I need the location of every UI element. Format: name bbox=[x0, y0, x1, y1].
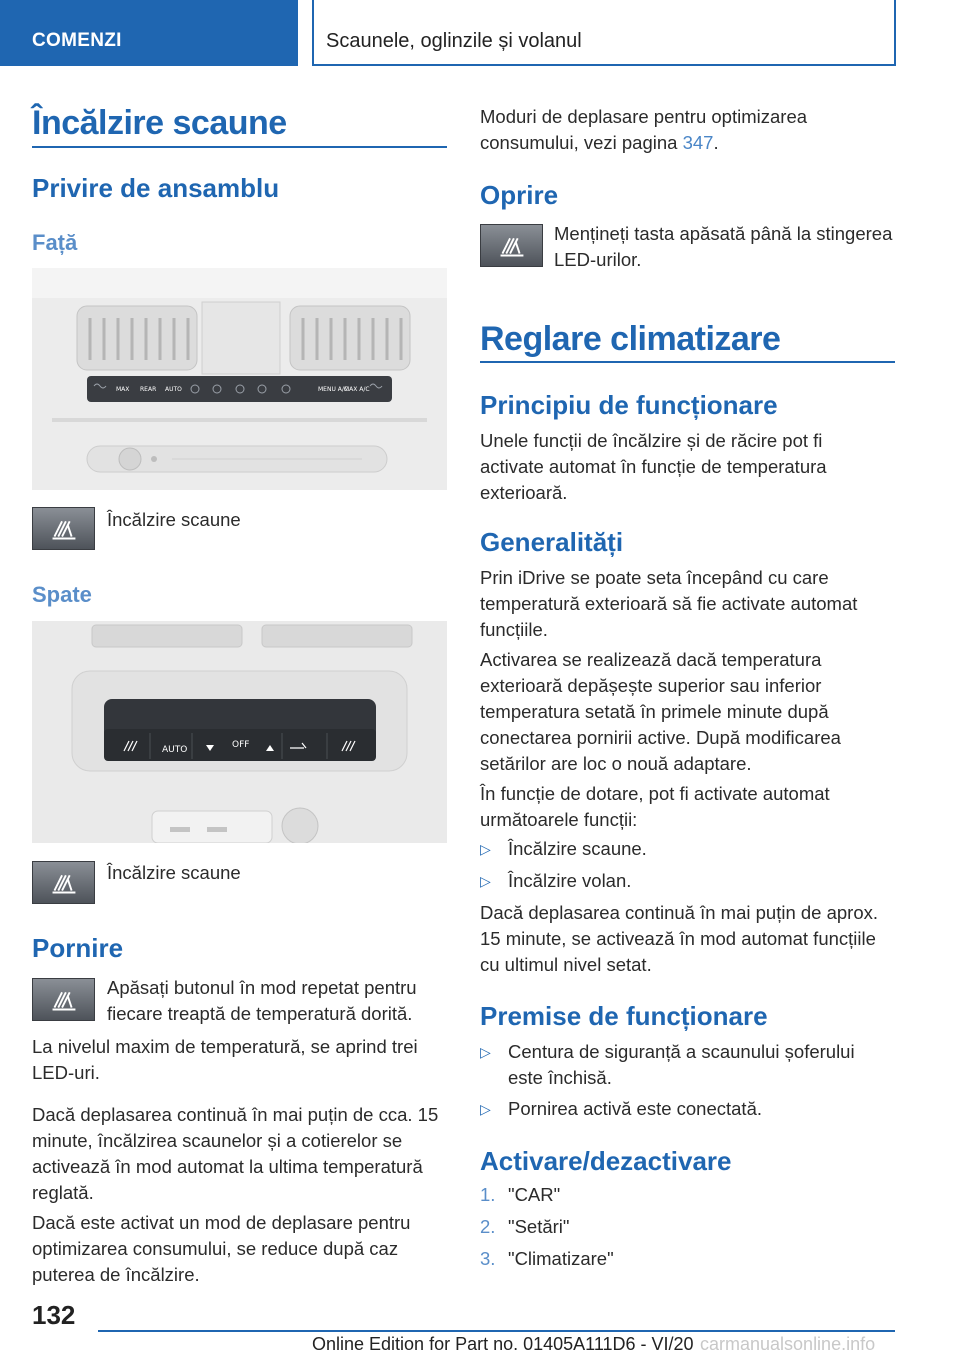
left-air-vent bbox=[77, 306, 197, 370]
page-header bbox=[0, 0, 960, 66]
front-label-maxac: MAX A/C bbox=[344, 386, 370, 393]
climate-title-rule bbox=[480, 361, 895, 363]
general-paragraph-4: Dacă deplasarea continuă în mai puțin de aprox. 15 minute, se activează în mod automat funcțiile cu ultimul nivel setat. bbox=[480, 902, 879, 975]
seat-heating-icon bbox=[32, 507, 95, 550]
overview-heading: Privire de ansamblu bbox=[32, 173, 280, 203]
start-heading: Pornire bbox=[32, 933, 124, 963]
front-label-rear: REAR bbox=[140, 386, 157, 393]
general-paragraph-2: Activarea se realizează dacă temperatura exterioară depășește superior sau inferior temperatura setată în primele minute după conectarea pornirii active. După modificarea setărilor are loc o nouă adaptare. bbox=[480, 649, 841, 774]
rear-label-auto: AUTO bbox=[162, 745, 188, 755]
general-paragraph-1: Prin iDrive se poate seta începând cu care temperatură exterioară să fie activate automat funcțiile. bbox=[480, 567, 858, 640]
left-paragraph-3: Dacă este activat un mod de deplasare pentru optimizarea consumului, se reduce după caz puterea de încălzire. bbox=[32, 1212, 411, 1285]
front-heading: Față bbox=[32, 230, 78, 255]
front-label-max: MAX bbox=[116, 386, 130, 393]
page-link-347[interactable]: 347 bbox=[682, 132, 714, 153]
section-title: Încălzire scaune bbox=[32, 104, 287, 142]
section-title-rule bbox=[32, 146, 447, 148]
rear-caption: Încălzire scaune bbox=[107, 862, 241, 883]
rear-heading: Spate bbox=[32, 582, 92, 607]
front-label-menu: MENU A/C bbox=[318, 386, 349, 393]
footer-rule bbox=[98, 1330, 895, 1332]
footer-watermark: carmanualsonline.info bbox=[700, 1334, 876, 1354]
triangle-bullet-icon: ▷ bbox=[480, 1101, 491, 1117]
stop-heading: Oprire bbox=[480, 180, 559, 210]
rear-console-photo bbox=[32, 621, 447, 843]
page-number: 132 bbox=[32, 1300, 76, 1330]
stop-text: Mențineți tasta apăsată până la stingerea LED-urilor. bbox=[554, 223, 893, 270]
triangle-bullet-icon: ▷ bbox=[480, 1044, 491, 1060]
section-tab-label: COMENZI bbox=[32, 30, 122, 51]
front-console-photo bbox=[32, 268, 447, 490]
rear-seat-heating-icon bbox=[32, 861, 95, 904]
left-paragraph-2: Dacă deplasarea continuă în mai puțin de cca. 15 minute, încălzirea scaunelor și a cotierelor se activează în mod automat la ultima temperatură reglată. bbox=[32, 1104, 439, 1203]
principle-heading: Principiu de funcționare bbox=[480, 390, 778, 420]
chapter-tab bbox=[312, 0, 896, 66]
general-paragraph-3: În funcție de dotare, pot fi activate automat următoarele funcții: bbox=[480, 783, 830, 830]
activation-heading: Activare/dezactivare bbox=[480, 1146, 732, 1176]
climate-title: Reglare climatizare bbox=[480, 320, 781, 358]
start-text: Apăsați butonul în mod repetat pentru fiecare treaptă de temperatură dorită. bbox=[107, 977, 417, 1024]
footer-edition: Online Edition for Part no. 01405A111D6 - VI/20 bbox=[312, 1334, 694, 1354]
general-heading: Generalități bbox=[480, 527, 624, 557]
start-seat-heating-icon bbox=[32, 978, 95, 1021]
premise-heading: Premise de funcționare bbox=[480, 1001, 768, 1031]
right-air-vent bbox=[290, 306, 410, 370]
left-paragraph-1: La nivelul maxim de temperatură, se aprind trei LED-uri. bbox=[32, 1036, 418, 1083]
principle-text: Unele funcții de încălzire și de răcire pot fi activate automat în funcție de temperatura exterioară. bbox=[480, 430, 827, 503]
triangle-bullet-icon: ▷ bbox=[480, 841, 491, 857]
section-tab[interactable] bbox=[0, 0, 298, 66]
chapter-title: Scaunele, oglinzile și volanul bbox=[326, 30, 582, 52]
rear-label-off: OFF bbox=[232, 740, 250, 750]
stop-seat-heating-icon bbox=[480, 224, 543, 267]
driving-modes-text: Moduri de deplasare pentru optimizarea consumului, vezi pagina 347. bbox=[480, 106, 808, 153]
triangle-bullet-icon: ▷ bbox=[480, 873, 491, 889]
front-label-auto: AUTO bbox=[165, 386, 182, 393]
front-caption: Încălzire scaune bbox=[107, 509, 241, 530]
